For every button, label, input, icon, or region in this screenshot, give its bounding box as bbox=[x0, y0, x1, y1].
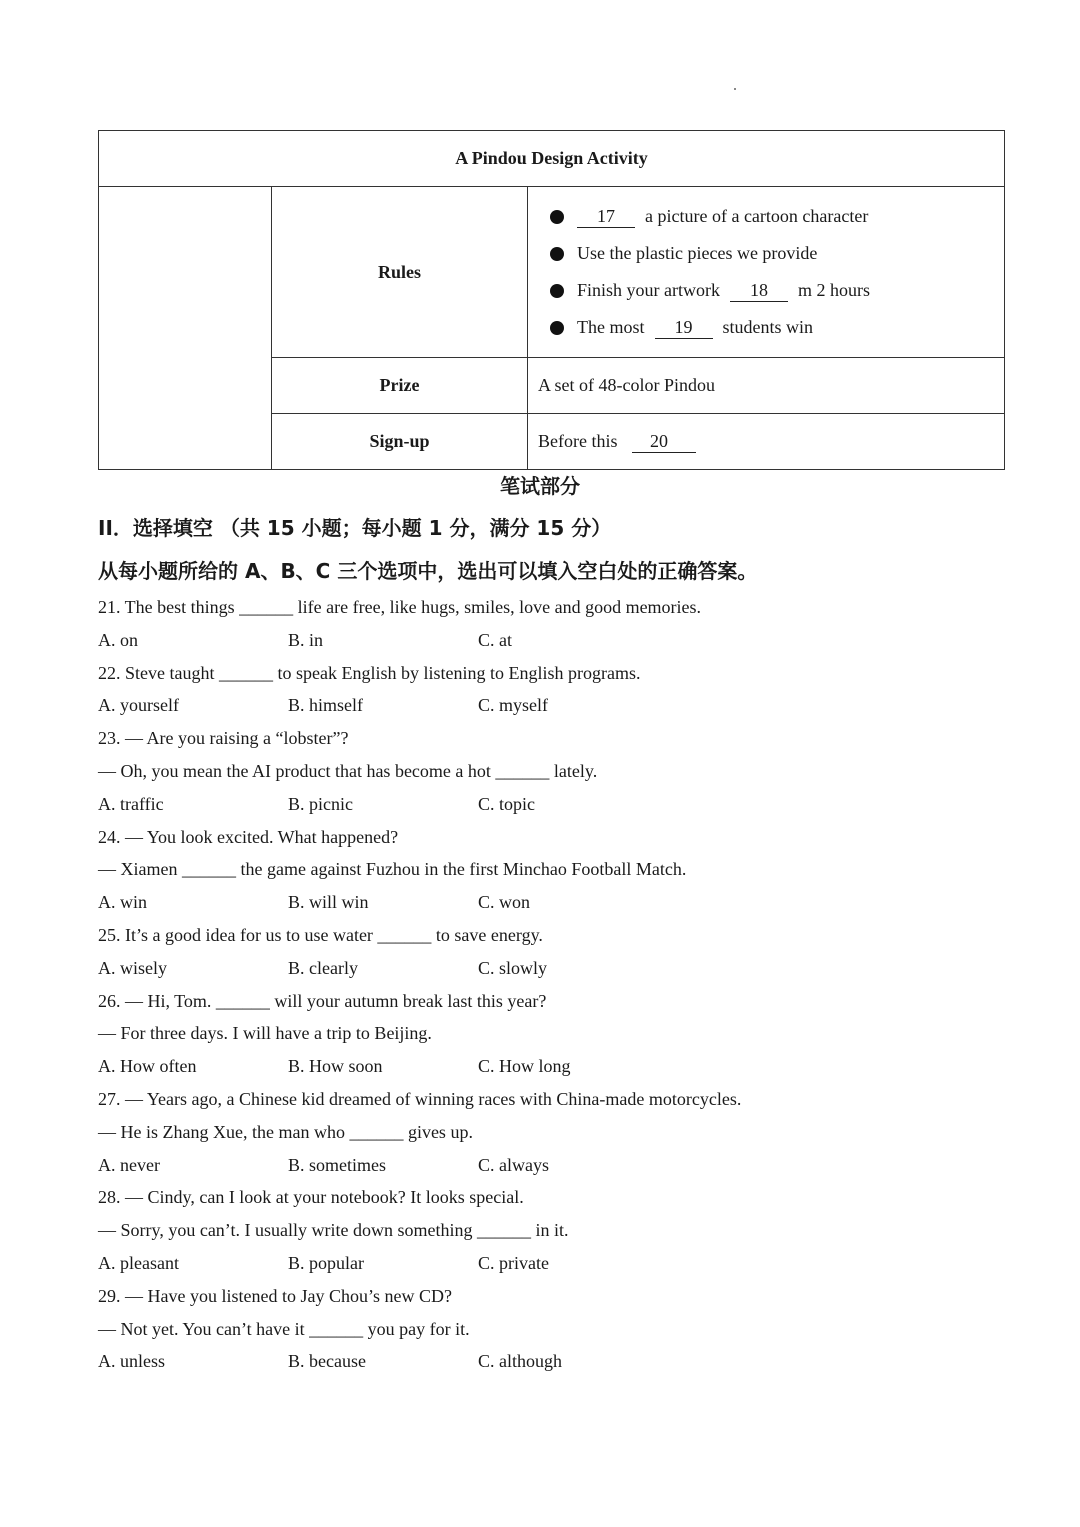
option-b[interactable]: B. popular bbox=[288, 1252, 364, 1273]
question-text: 27. — Years ago, a Chinese kid dreamed of winning races with China-made motorcycles. bbox=[98, 1088, 742, 1109]
option-b[interactable]: B. sometimes bbox=[288, 1154, 386, 1175]
prize-label: Prize bbox=[272, 358, 528, 414]
options-row bbox=[98, 1345, 998, 1378]
option-a[interactable]: A. traffic bbox=[98, 793, 164, 814]
option-b[interactable]: B. picnic bbox=[288, 793, 353, 814]
question-text: 29. — Have you listened to Jay Chou’s new CD? bbox=[98, 1285, 452, 1306]
question bbox=[98, 1280, 998, 1378]
question-text: — He is Zhang Xue, the man who ______ gives up. bbox=[98, 1121, 473, 1142]
question bbox=[98, 1083, 998, 1181]
rules-label: Rules bbox=[272, 187, 528, 358]
answer-blank: 20 bbox=[632, 430, 696, 453]
rule-text: Use the plastic pieces we provide bbox=[577, 243, 818, 263]
part-heading: II．选择填空 （共 15 小题；每小题 1 分，满分 15 分） bbox=[98, 516, 612, 540]
question-text: 22. Steve taught ______ to speak English by listening to English programs. bbox=[98, 662, 641, 683]
bullet-icon bbox=[550, 247, 564, 261]
option-c[interactable]: C. myself bbox=[478, 695, 548, 716]
options-row bbox=[98, 1149, 998, 1182]
table-title: A Pindou Design Activity bbox=[99, 131, 1005, 187]
rule-text: m 2 hours bbox=[798, 280, 870, 300]
prize-value: A set of 48-color Pindou bbox=[528, 358, 1005, 414]
options-row bbox=[98, 1050, 998, 1083]
option-a[interactable]: A. yourself bbox=[98, 695, 179, 716]
option-a[interactable]: A. on bbox=[98, 629, 138, 650]
option-b[interactable]: B. in bbox=[288, 629, 324, 650]
option-c[interactable]: C. won bbox=[478, 892, 531, 913]
rule-text: students win bbox=[722, 317, 814, 337]
option-c[interactable]: C. slowly bbox=[478, 957, 548, 978]
options-row bbox=[98, 788, 998, 821]
answer-blank: 18 bbox=[730, 279, 788, 302]
option-a[interactable]: A. wisely bbox=[98, 957, 167, 978]
signup-label: Sign-up bbox=[272, 414, 528, 470]
answer-blank: 17 bbox=[577, 205, 635, 228]
scan-dot bbox=[734, 88, 736, 90]
question bbox=[98, 722, 998, 820]
question-text: 25. It’s a good idea for us to use water ______ to save energy. bbox=[98, 924, 543, 945]
question bbox=[98, 919, 998, 985]
question-text: 26. — Hi, Tom. ______ will your autumn break last this year? bbox=[98, 990, 547, 1011]
options-row bbox=[98, 689, 998, 722]
options-row bbox=[98, 886, 998, 919]
option-c[interactable]: C. topic bbox=[478, 793, 535, 814]
signup-text: Before this bbox=[538, 431, 618, 451]
question-text: — Not yet. You can’t have it ______ you pay for it. bbox=[98, 1318, 470, 1339]
bullet-icon bbox=[550, 284, 564, 298]
option-a[interactable]: A. win bbox=[98, 892, 147, 913]
question-list bbox=[98, 591, 998, 1378]
rule-item bbox=[550, 272, 1004, 309]
option-b[interactable]: B. himself bbox=[288, 695, 363, 716]
question-text: — Xiamen ______ the game against Fuzhou in the first Minchao Football Match. bbox=[98, 859, 687, 880]
activity-table bbox=[98, 130, 1005, 470]
question-text: 28. — Cindy, can I look at your notebook? It looks special. bbox=[98, 1187, 524, 1208]
instruction: 从每小题所给的 A、B、C 三个选项中，选出可以填入空白处的正确答案。 bbox=[98, 559, 758, 583]
options-row bbox=[98, 952, 998, 985]
bullet-icon bbox=[550, 210, 564, 224]
question bbox=[98, 591, 998, 657]
question-text: — Sorry, you can’t. I usually write down something ______ in it. bbox=[98, 1220, 569, 1241]
empty-side-cell bbox=[99, 187, 272, 470]
option-c[interactable]: C. although bbox=[478, 1351, 562, 1372]
answer-blank: 19 bbox=[655, 316, 713, 339]
rule-text: The most bbox=[577, 317, 645, 337]
question bbox=[98, 985, 998, 1083]
question-text: 24. — You look excited. What happened? bbox=[98, 826, 399, 847]
signup-cell bbox=[528, 414, 1005, 470]
option-a[interactable]: A. How often bbox=[98, 1056, 197, 1077]
rules-cell bbox=[528, 187, 1005, 358]
option-b[interactable]: B. How soon bbox=[288, 1056, 383, 1077]
section-title: 笔试部分 bbox=[500, 474, 580, 498]
question bbox=[98, 657, 998, 723]
option-c[interactable]: C. private bbox=[478, 1252, 549, 1273]
options-row bbox=[98, 1247, 998, 1280]
question-text: — Oh, you mean the AI product that has become a hot ______ lately. bbox=[98, 760, 598, 781]
rule-text: a picture of a cartoon character bbox=[645, 206, 869, 226]
option-a[interactable]: A. pleasant bbox=[98, 1252, 179, 1273]
rule-item bbox=[550, 198, 1004, 235]
rule-text: Finish your artwork bbox=[577, 280, 720, 300]
rule-item bbox=[550, 309, 1004, 346]
options-row bbox=[98, 624, 998, 657]
option-a[interactable]: A. unless bbox=[98, 1351, 165, 1372]
question bbox=[98, 1181, 998, 1279]
option-b[interactable]: B. because bbox=[288, 1351, 366, 1372]
option-c[interactable]: C. at bbox=[478, 629, 512, 650]
rules-list bbox=[538, 194, 1004, 350]
option-a[interactable]: A. never bbox=[98, 1154, 160, 1175]
option-c[interactable]: C. always bbox=[478, 1154, 549, 1175]
rule-item bbox=[550, 235, 1004, 272]
option-b[interactable]: B. clearly bbox=[288, 957, 358, 978]
option-b[interactable]: B. will win bbox=[288, 892, 369, 913]
bullet-icon bbox=[550, 321, 564, 335]
question bbox=[98, 821, 998, 919]
question-text: — For three days. I will have a trip to Beijing. bbox=[98, 1023, 432, 1044]
question-text: 21. The best things ______ life are free, like hugs, smiles, love and good memories. bbox=[98, 597, 702, 617]
question-text: 23. — Are you raising a “lobster”? bbox=[98, 728, 349, 749]
option-c[interactable]: C. How long bbox=[478, 1056, 571, 1077]
